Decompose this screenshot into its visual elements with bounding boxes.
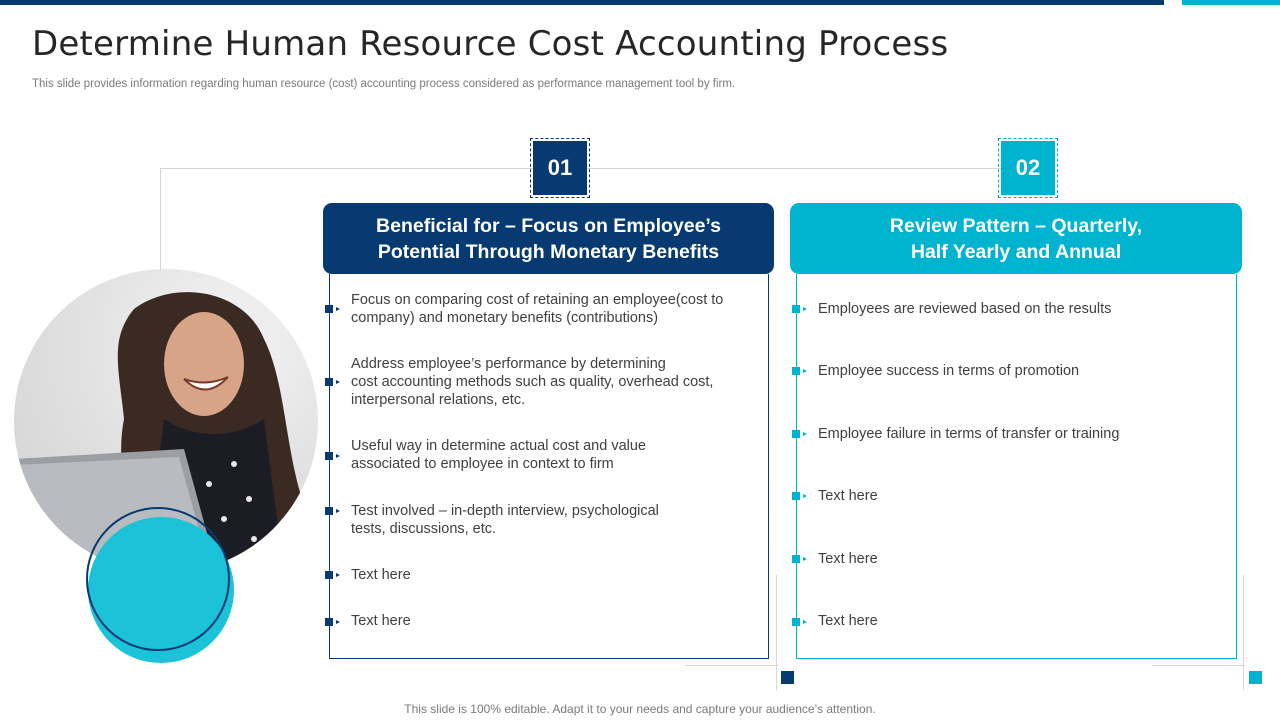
panel-01-header <box>323 203 774 274</box>
list-item-line: Useful way in determine actual cost and value <box>351 438 646 454</box>
step-badge-01: 01 <box>533 141 587 195</box>
list-item-line: Text here <box>351 567 411 583</box>
corner-guide-line <box>1152 665 1245 666</box>
list-item-line: Employees are reviewed based on the results <box>818 301 1112 317</box>
bullet-icon <box>792 492 800 500</box>
panel-01-header-line: Beneficial for – Focus on Employee’s <box>376 214 721 237</box>
step-badge-02: 02 <box>1001 141 1055 195</box>
panel-02-header-line: Half Yearly and Annual <box>910 240 1122 263</box>
panel-01-header-line: Potential Through Monetary Benefits <box>377 240 720 263</box>
corner-guide-line <box>776 575 777 690</box>
list-item-line: Test involved – in-depth interview, psychological <box>351 503 659 519</box>
corner-guide-line <box>685 665 778 666</box>
list-item-line: associated to employee in context to firm <box>351 456 614 472</box>
corner-square-dark <box>781 671 794 684</box>
corner-square-cyan <box>1249 671 1262 684</box>
bullet-icon <box>325 618 333 626</box>
list-item-line: Text here <box>818 488 878 504</box>
bullet-icon <box>325 571 333 579</box>
top-accent-bar-cyan <box>1182 0 1280 5</box>
bullet-icon <box>325 305 333 313</box>
slide-footer-note: This slide is 100% editable. Adapt it to your needs and capture your audience’s attention. <box>404 702 876 716</box>
bullet-icon <box>325 452 333 460</box>
top-accent-bar-dark <box>0 0 1164 5</box>
list-item-line: Employee failure in terms of transfer or training <box>818 426 1120 442</box>
bullet-icon <box>792 555 800 563</box>
list-item-line: company) and monetary benefits (contributions) <box>351 310 659 326</box>
list-item-line: Focus on comparing cost of retaining an employee(cost to <box>351 292 724 308</box>
bullet-icon <box>792 618 800 626</box>
panel-02-body <box>796 274 1237 659</box>
panel-02-header <box>790 203 1242 274</box>
list-item-line: Text here <box>818 613 878 629</box>
list-item-line: tests, discussions, etc. <box>351 521 497 537</box>
slide-title: Determine Human Resource Cost Accounting Process <box>32 24 949 64</box>
bullet-icon <box>325 378 333 386</box>
decorative-circle-outline <box>86 507 230 651</box>
bullet-icon <box>792 305 800 313</box>
list-item-line: Employee success in terms of promotion <box>818 363 1080 379</box>
list-item-line: Text here <box>351 613 411 629</box>
bullet-icon <box>792 367 800 375</box>
slide-subtitle: This slide provides information regarding human resource (cost) accounting process considered as performance management tool by firm. <box>32 78 736 90</box>
corner-guide-line <box>1243 575 1244 690</box>
panel-02-header-line: Review Pattern – Quarterly, <box>889 214 1143 237</box>
list-item-line: Text here <box>818 551 878 567</box>
connector-line-horizontal <box>160 168 1028 169</box>
list-item-line: interpersonal relations, etc. <box>351 392 526 408</box>
bullet-icon <box>792 430 800 438</box>
list-item-line: cost accounting methods such as quality, overhead cost, <box>351 374 714 390</box>
bullet-icon <box>325 507 333 515</box>
list-item-line: Address employee’s performance by determining <box>351 356 666 372</box>
connector-line-vertical <box>160 168 161 272</box>
